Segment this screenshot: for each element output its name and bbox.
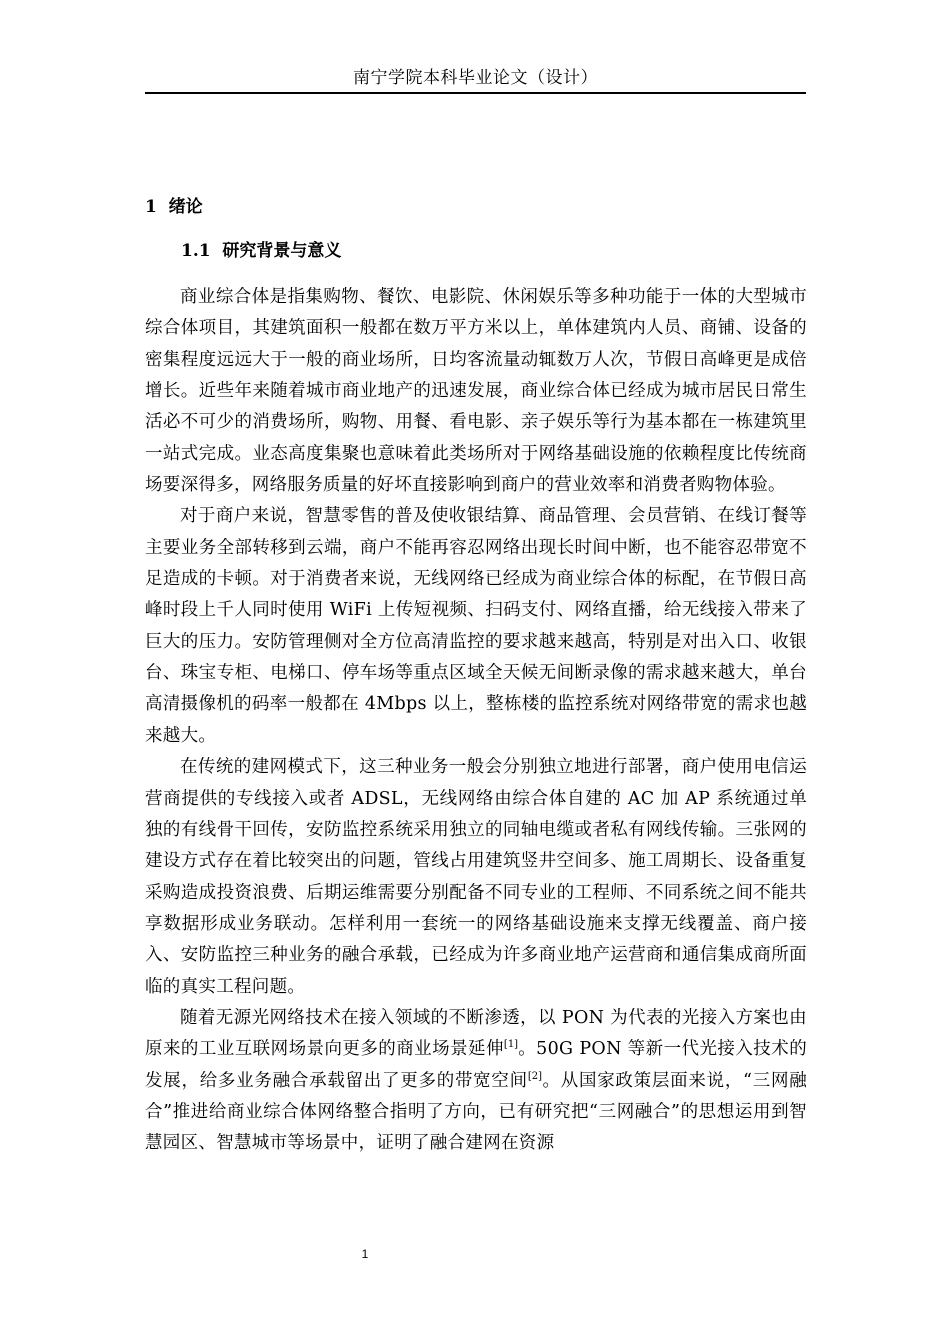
paragraph [145,501,807,752]
paragraph-text: 随着无源光网络技术在接入领域的不断渗透，以 PON 为代表的光接入方案也由原来的工业互联网场景向更多的商业场景延伸 [145,1007,807,1060]
page-number: 1 [361,1247,369,1261]
paragraph [145,1003,807,1160]
citation-ref: [2] [527,1070,543,1082]
citation-ref: [1] [503,1039,519,1051]
paragraph-text: 对于商户来说，智慧零售的普及使收银结算、商品管理、会员营销、在线订餐等主要业务全部转移到云端，商户不能再容忍网络出现长时间中断，也不能容忍带宽不足造成的卡顿。对于消费者来说，无线网络已经成为商业综合体的标配，在节假日高峰时段上千人同时使用 WiFi 上传短视频、扫码支付、网络直播，给无线接入带来了巨大的压力。安防管理侧对全方位高清监控的要求越来越高，特别是对出入口、收银台、珠宝专柜、电梯口、停车场等重点区域全天候无间断录像的需求越来越大，单台高清摄像机的码率一般都在 4Mbps 以上，整栋楼的监控系统对网络带宽的需求也越来越大。 [145,506,807,746]
paragraph-text: 。从国家政策层面来说，“三网融合”推进给商业综合体网络整合指明了方向，已有研究把“三网融合”的思想运用到智慧园区、智慧城市等场景中，证明了融合建网在资源 [145,1070,807,1154]
chapter-heading: 1 绪论 [145,197,203,217]
paragraph-text: 。50G PON 等新一代光接入技术的发展，给多业务融合承载留出了更多的带宽空间 [145,1039,807,1091]
section-heading: 1.1 研究背景与意义 [181,241,342,261]
paragraph [145,752,807,1003]
paragraph [145,282,807,501]
page-header-title: 南宁学院本科毕业论文（设计） [353,68,598,88]
paragraph-text: 在传统的建网模式下，这三种业务一般会分别独立地进行部署，商户使用电信运营商提供的专线接入或者 ADSL，无线网络由综合体自建的 AC 加 AP 系统通过单独的有线骨干回传，安防监控系统采用独立的同轴电缆或者私有网线传输。三张网的建设方式存在着比较突出的问题，管线占用建筑竖井空间多、施工周期长、设备重复采购造成投资浪费、后期运维需要分别配备不同专业的工程师、不同系统之间不能共享数据形成业务联动。怎样利用一套统一的网络基础设施来支撑无线覆盖、商户接入、安防监控三种业务的融合承载，已经成为许多商业地产运营商和通信集成商所面临的真实工程问题。 [145,757,807,997]
paragraph-text: 商业综合体是指集购物、餐饮、电影院、休闲娱乐等多种功能于一体的大型城市综合体项目，其建筑面积一般都在数万平方米以上，单体建筑内人员、商铺、设备的密集程度远远大于一般的商业场所，日均客流量动辄数万人次，节假日高峰更是成倍增长。近些年来随着城市商业地产的迅速发展，商业综合体已经成为城市居民日常生活必不可少的消费场所，购物、用餐、看电影、亲子娱乐等行为基本都在一栋建筑里一站式完成。业态高度集聚也意味着此类场所对于网络基础设施的依赖程度比传统商场要深得多，网络服务质量的好坏直接影响到商户的营业效率和消费者购物体验。 [145,287,807,496]
body-text [145,282,807,1160]
header-rule [145,92,806,94]
